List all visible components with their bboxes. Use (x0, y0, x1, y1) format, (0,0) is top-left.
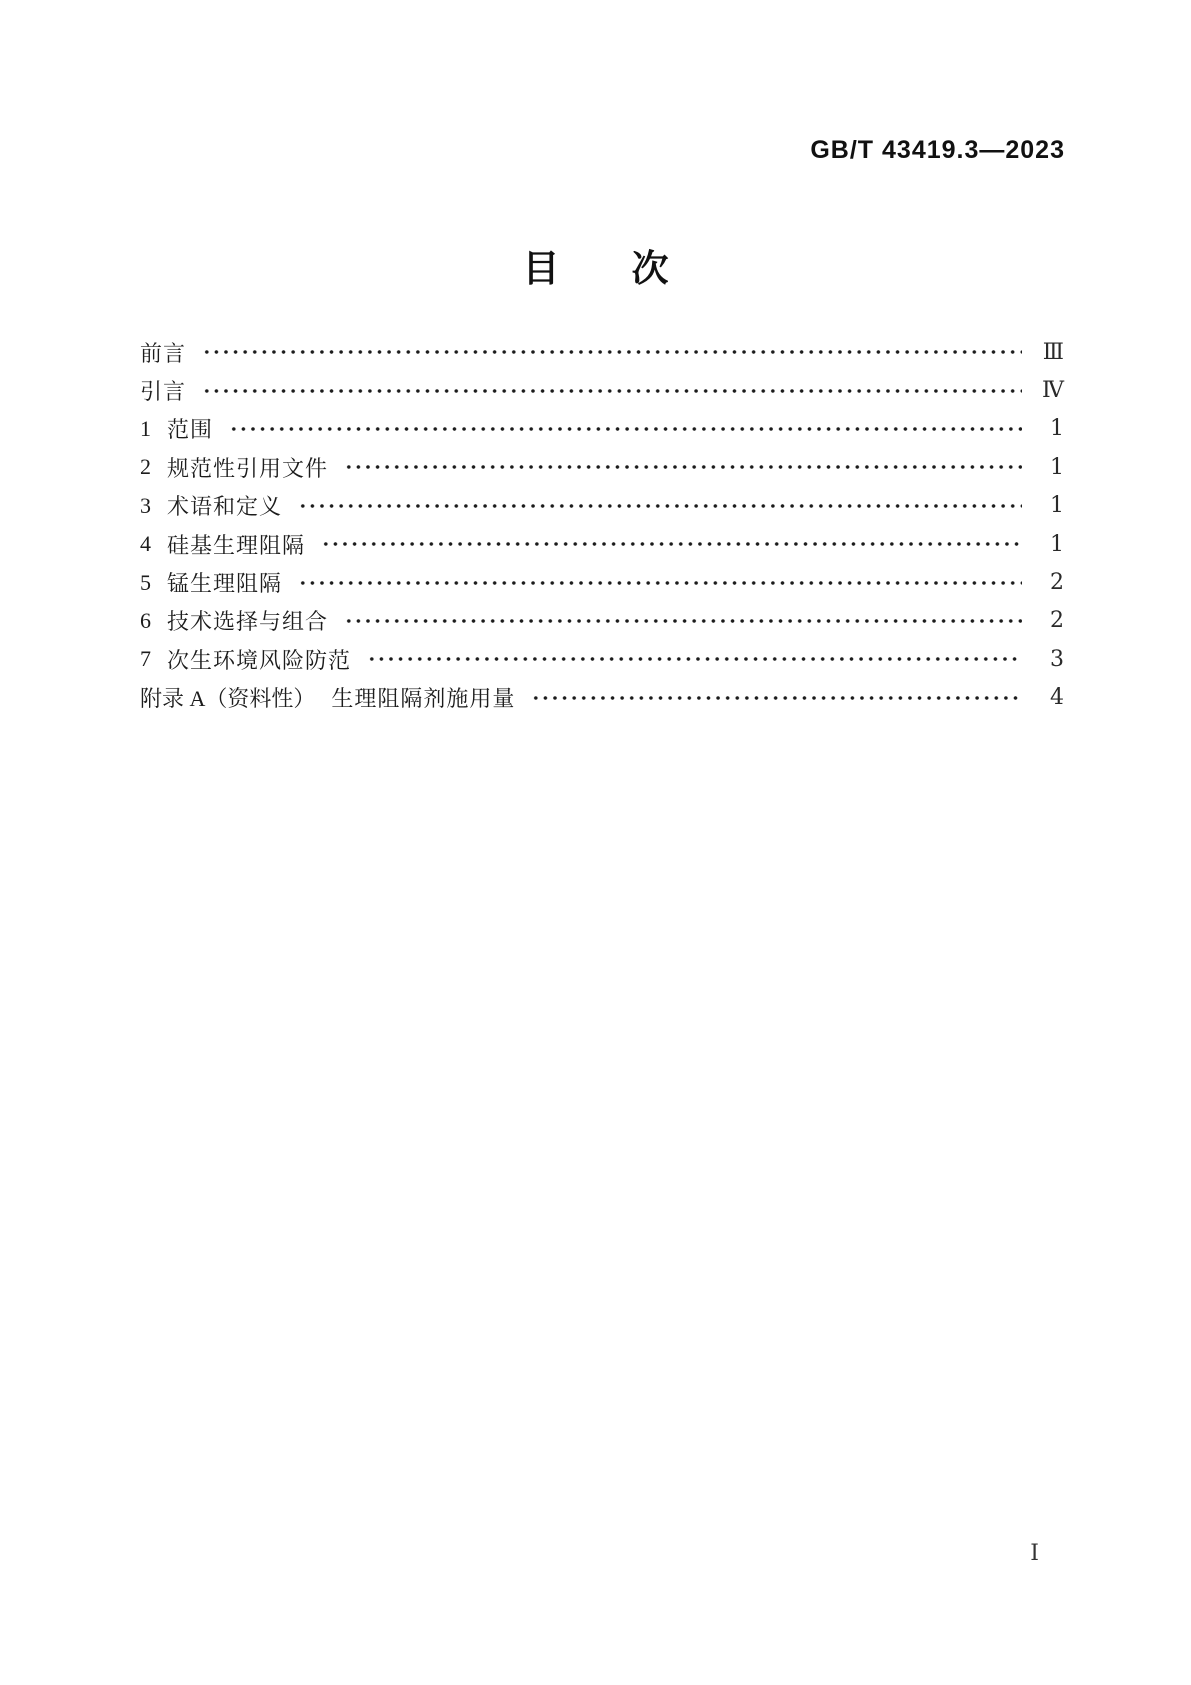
toc-entry-number: 6 (140, 607, 151, 633)
page-title (0, 238, 1191, 292)
toc-entry-label: 规范性引用文件 (167, 455, 329, 481)
dot-leader (319, 525, 1022, 563)
toc-entry-number: 5 (140, 569, 151, 595)
toc-entry-page: 3 (1050, 646, 1064, 672)
title-char-ci: 次 (631, 248, 669, 289)
toc-entry-number: 7 (140, 646, 151, 672)
dot-leader (342, 448, 1022, 486)
toc-entry-page: 4 (1050, 685, 1064, 711)
toc-entry-label: 范围 (167, 417, 214, 443)
toc-entry (140, 563, 1064, 601)
toc-entry-number: 3 (140, 492, 151, 518)
toc-entry (140, 679, 1064, 717)
toc-entry-label: 引言 (140, 379, 187, 405)
toc-entry-page: 2 (1050, 608, 1064, 634)
toc-entry-number: 附录 A（资料性） (140, 686, 316, 712)
standard-number: GB/T 43419.3—2023 (810, 136, 1065, 164)
toc-entry-page: 1 (1050, 531, 1064, 557)
toc-entry (140, 333, 1064, 371)
toc-entry-page: 1 (1050, 493, 1064, 519)
toc-entry (140, 487, 1064, 525)
toc-entry (140, 640, 1064, 678)
toc-entry-page: 2 (1050, 570, 1064, 596)
toc-entry-number: 4 (140, 531, 151, 557)
toc-entry (140, 371, 1064, 409)
dot-leader (200, 333, 1022, 371)
dot-leader (200, 371, 1022, 409)
toc-entry (140, 448, 1064, 486)
toc-entry-page: Ⅲ (1042, 339, 1064, 365)
title-char-mu: 目 (522, 248, 560, 289)
toc-entry-label: 硅基生理阻隔 (167, 532, 306, 558)
footer-page-number: Ⅰ (1030, 1541, 1039, 1566)
toc-entry-label: 锰生理阻隔 (167, 571, 283, 597)
toc-entry-label: 生理阻隔剂施用量 (331, 686, 516, 712)
toc-entry-label: 术语和定义 (167, 494, 283, 520)
toc-entry (140, 410, 1064, 448)
dot-leader (227, 410, 1022, 448)
dot-leader (365, 640, 1022, 678)
toc-entry-number: 1 (140, 415, 151, 441)
toc-entry-label: 技术选择与组合 (167, 609, 329, 635)
toc-entry-label: 次生环境风险防范 (167, 647, 352, 673)
toc-entry-page: Ⅳ (1042, 378, 1064, 404)
table-of-contents (140, 333, 1064, 717)
dot-leader (529, 679, 1022, 717)
toc-entry-number: 2 (140, 454, 151, 480)
toc-entry (140, 525, 1064, 563)
toc-entry-label: 前言 (140, 340, 187, 366)
dot-leader (296, 487, 1022, 525)
toc-entry-page: 1 (1050, 454, 1064, 480)
toc-entry-page: 1 (1050, 416, 1064, 442)
dot-leader (296, 563, 1022, 601)
dot-leader (342, 602, 1022, 640)
toc-entry (140, 602, 1064, 640)
